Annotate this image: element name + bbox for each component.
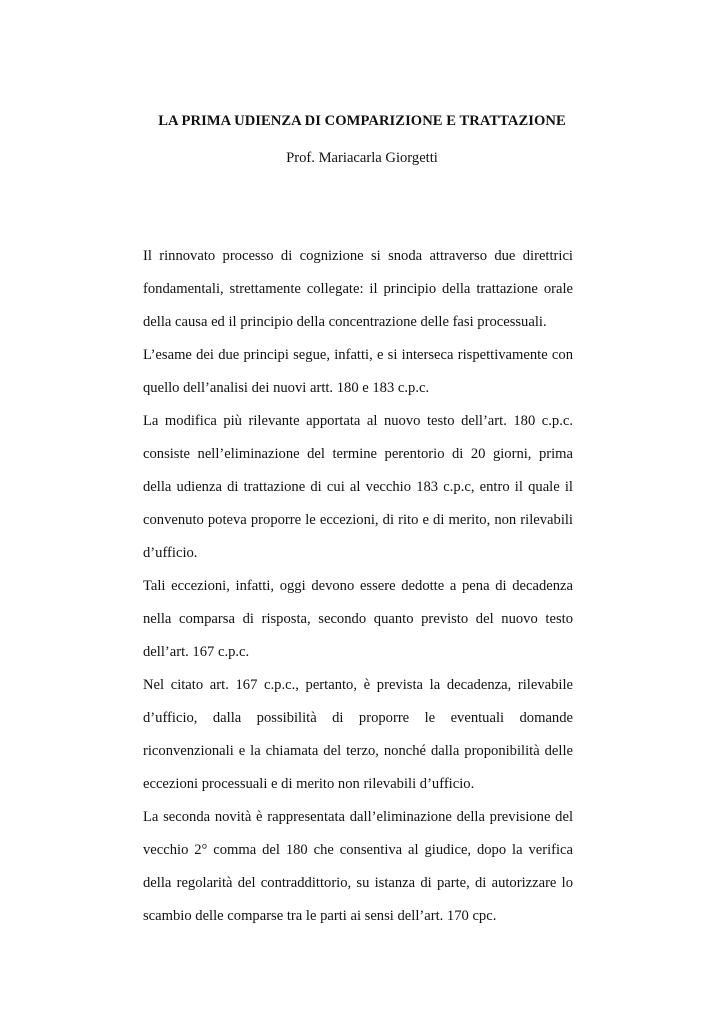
paragraph: Nel citato art. 167 c.p.c., pertanto, è prevista la decadenza, rilevabile d’ufficio, dalla possibilità di proporre le eventuali domande riconvenzionali e la chiamata del terzo, nonché dalla proponibilità delle eccezioni processuali e di merito non rilevabili d’ufficio. — [143, 677, 573, 792]
document-body — [143, 240, 573, 933]
paragraph: Tali eccezioni, infatti, oggi devono essere dedotte a pena di decadenza nella comparsa di risposta, secondo quanto previsto del nuovo testo dell’art. 167 c.p.c. — [143, 578, 573, 660]
document-author: Prof. Mariacarla Giorgetti — [286, 150, 438, 166]
paragraph: La seconda novità è rappresentata dall’eliminazione della previsione del vecchio 2° comma del 180 che consentiva al giudice, dopo la verifica della regolarità del contraddittorio, su istanza di parte, di autorizzare lo scambio delle comparse tra le parti ai sensi dell’art. 170 cpc. — [143, 809, 573, 924]
paragraph: La modifica più rilevante apportata al nuovo testo dell’art. 180 c.p.c. consiste nell’eliminazione del termine perentorio di 20 giorni, prima della udienza di trattazione di cui al vecchio 183 c.p.c, entro il quale il convenuto poteva proporre le eccezioni, di rito e di merito, non rilevabili d’ufficio. — [143, 413, 573, 561]
paragraph: L’esame dei due principi segue, infatti, e si interseca rispettivamente con quello dell’analisi dei nuovi artt. 180 e 183 c.p.c. — [143, 347, 573, 396]
document-title: LA PRIMA UDIENZA DI COMPARIZIONE E TRATTAZIONE — [158, 113, 566, 129]
paragraph: Il rinnovato processo di cognizione si snoda attraverso due direttrici fondamentali, strettamente collegate: il principio della trattazione orale della causa ed il principio della concentrazione delle fasi processuali. — [143, 248, 573, 330]
